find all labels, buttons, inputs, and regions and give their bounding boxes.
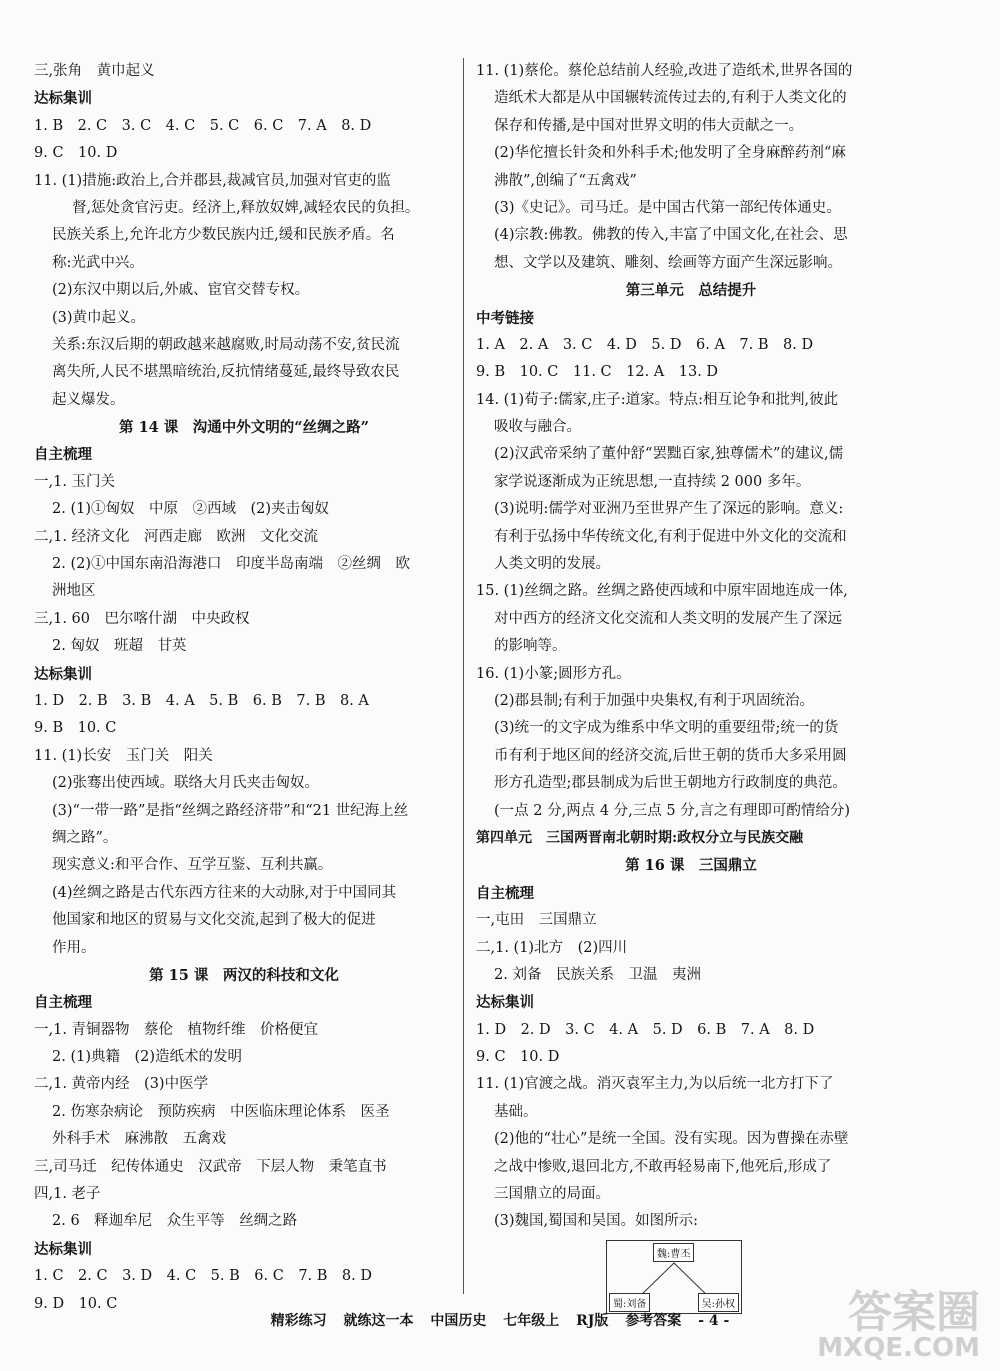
answer-line: 四,1. 老子 bbox=[34, 1186, 101, 1203]
answer-line: 15. (1)丝绸之路。丝绸之路使西域和中原牢固地连成一体, bbox=[476, 583, 848, 600]
footer-grade: 七年级上 bbox=[503, 1313, 560, 1329]
answer-line: (2)郡县制;有利于加强中央集权,有利于巩固统治。 bbox=[494, 692, 815, 709]
section-heading: 第三单元 总结提升 bbox=[625, 282, 757, 300]
answer-line: 1. C 2. C 3. D 4. C 5. B 6. C 7. B 8. D bbox=[34, 1268, 372, 1285]
answer-line: 对中西方的经济文化交流和人类文明的发展产生了深远 bbox=[494, 610, 842, 627]
answer-line: (2)他的“壮心”是统一全国。没有实现。因为曹操在赤壁 bbox=[494, 1131, 849, 1148]
answer-line: 11. (1)蔡伦。蔡伦总结前人经验,改进了造纸术,世界各国的 bbox=[476, 63, 853, 79]
left-column bbox=[34, 58, 454, 1318]
answer-line: (2)张骞出使西域。联络大月氏夹击匈奴。 bbox=[52, 775, 320, 792]
footer-series: 就练这一本 bbox=[343, 1313, 414, 1329]
answer-line: 9. D 10. C bbox=[34, 1295, 118, 1312]
answer-line: (2)东汉中期以后,外戚、宦官交替专权。 bbox=[52, 282, 310, 299]
answer-line: 2. (1)①匈奴 中原 ②西域 (2)夹击匈奴 bbox=[52, 501, 330, 518]
answer-line: 9. B 10. C 11. C 12. A 13. D bbox=[476, 364, 719, 381]
answer-line: 币有利于地区间的经济交流,后世王朝的货币大多采用圆 bbox=[494, 747, 847, 764]
answer-line: 11. (1)官渡之战。消灭袁军主力,为以后统一北方打下了 bbox=[476, 1076, 834, 1093]
answer-line: (2)华佗擅长针灸和外科手术;他发明了全身麻醉药剂“麻 bbox=[494, 145, 846, 162]
box-wei: 魏:曹丕 bbox=[653, 1243, 694, 1262]
answer-line: 离失所,人民不堪黑暗统治,反抗情绪蔓延,最终导致农民 bbox=[52, 364, 400, 381]
answer-line: 现实意义:和平合作、互学互鉴、互利共赢。 bbox=[52, 857, 333, 874]
answer-line: 二,1. 黄帝内经 (3)中医学 bbox=[34, 1076, 209, 1093]
answer-line: 16. (1)小篆;圆形方孔。 bbox=[476, 665, 631, 682]
answer-line: (4)丝绸之路是古代东西方往来的大动脉,对于中国同其 bbox=[52, 884, 397, 901]
answer-line: 人类文明的发展。 bbox=[494, 556, 610, 573]
answer-line: 一,1. 青铜器物 蔡伦 植物纤维 价格便宜 bbox=[34, 1021, 319, 1038]
answer-line: 14. (1)荀子:儒家,庄子:道家。特点:相互论争和批判,彼此 bbox=[476, 391, 839, 408]
subsection-label: 中考链接 bbox=[476, 309, 534, 327]
answer-line: 民族关系上,允许北方少数民族内迁,缓和民族矛盾。名 bbox=[52, 227, 395, 244]
answer-line: 之战中惨败,退回北方,不敢再轻易南下,他死后,形成了 bbox=[494, 1158, 832, 1175]
right-column bbox=[476, 58, 906, 1314]
column-divider bbox=[463, 58, 464, 1294]
subsection-label: 达标集训 bbox=[34, 90, 92, 108]
page-number: - 4 - bbox=[698, 1313, 730, 1329]
answer-line: 造纸术大都是从中国辗转流传过去的,有利于人类文化的 bbox=[494, 90, 847, 107]
watermark-url: MXQE.COM bbox=[817, 1333, 980, 1363]
section-heading: 第四单元 三国两晋南北朝时期:政权分立与民族交融 bbox=[476, 829, 804, 846]
answer-line: 家学说逐渐成为正统思想,一直持续 2 000 多年。 bbox=[494, 473, 811, 490]
answer-line: 称:光武中兴。 bbox=[52, 254, 144, 271]
subsection-label: 达标集训 bbox=[476, 994, 534, 1012]
answer-line: 9. B 10. C bbox=[34, 720, 117, 737]
answer-line: 绸之路”。 bbox=[52, 829, 118, 846]
answer-line: 洲地区 bbox=[52, 583, 96, 600]
answer-line: 9. C 10. D bbox=[476, 1049, 560, 1066]
answer-line: 关系:东汉后期的朝政越来越腐败,时局动荡不安,贫民流 bbox=[52, 336, 400, 353]
answer-line: 2. 刘备 民族关系 卫温 夷洲 bbox=[494, 966, 701, 983]
footer-subject: 中国历史 bbox=[430, 1313, 487, 1329]
footer-section: 参考答案 bbox=[625, 1313, 682, 1329]
subsection-label: 达标集训 bbox=[34, 665, 92, 683]
answer-line: 形方孔造型;郡县制成为后世王朝地方行政制度的典范。 bbox=[494, 775, 847, 792]
answer-line: 一,1. 玉门关 bbox=[34, 473, 116, 490]
answer-line: 外科手术 麻沸散 五禽戏 bbox=[52, 1131, 226, 1148]
answer-line: 他国家和地区的贸易与文化交流,起到了极大的促进 bbox=[52, 912, 376, 929]
answer-line: 二,1. 经济文化 河西走廊 欧洲 文化交流 bbox=[34, 528, 319, 545]
answer-line: (2)汉武帝采纳了董仲舒“罢黜百家,独尊儒术”的建议,儒 bbox=[494, 446, 844, 463]
subsection-label: 自主梳理 bbox=[476, 884, 534, 902]
answer-line: 三国鼎立的局面。 bbox=[494, 1186, 610, 1203]
watermark-logo bbox=[817, 1287, 980, 1363]
answer-line: (3)《史记》。司马迁。是中国古代第一部纪传体通史。 bbox=[494, 199, 841, 216]
answer-line: 11. (1)措施:政治上,合并郡县,裁减官员,加强对官吏的监 bbox=[34, 172, 391, 189]
answer-line: 1. D 2. D 3. C 4. A 5. D 6. B 7. A 8. D bbox=[476, 1021, 815, 1038]
answer-line: (3)魏国,蜀国和吴国。如图所示: bbox=[494, 1213, 699, 1230]
answer-line: 2. (1)典籍 (2)造纸术的发明 bbox=[52, 1049, 243, 1066]
answer-line: 2. 匈奴 班超 甘英 bbox=[52, 638, 187, 655]
answer-line: 9. C 10. D bbox=[34, 145, 118, 162]
answer-line: 保存和传播,是中国对世界文明的伟大贡献之一。 bbox=[494, 117, 804, 134]
answer-line: 三,张角 黄巾起义 bbox=[34, 63, 155, 79]
box-wu: 吴:孙权 bbox=[698, 1293, 739, 1312]
box-shu: 蜀:刘备 bbox=[609, 1293, 650, 1312]
answer-line: (一点 2 分,两点 4 分,三点 5 分,言之有理即可酌情给分) bbox=[494, 802, 850, 819]
answer-line: 三,1. 60 巴尔喀什湖 中央政权 bbox=[34, 610, 250, 627]
answer-line: 沸散”,创编了“五禽戏” bbox=[494, 172, 637, 189]
answer-line: (3)“一带一路”是指“丝绸之路经济带”和“21 世纪海上丝 bbox=[52, 802, 409, 819]
answer-line: 1. A 2. A 3. C 4. D 5. D 6. A 7. B 8. D bbox=[476, 336, 814, 353]
section-heading: 第 16 课 三国鼎立 bbox=[625, 857, 757, 875]
answer-line: 2. 伤寒杂病论 预防疾病 中医临床理论体系 医圣 bbox=[52, 1103, 390, 1120]
answer-line: 吸收与融合。 bbox=[494, 419, 581, 436]
footer-brand: 精彩练习 bbox=[270, 1313, 327, 1329]
answer-line: 一,屯田 三国鼎立 bbox=[476, 912, 597, 929]
answer-line: 起义爆发。 bbox=[52, 391, 125, 408]
answer-line: 想、文学以及建筑、雕刻、绘画等方面产生深远影响。 bbox=[494, 254, 842, 271]
answer-line: 1. D 2. B 3. B 4. A 5. B 6. B 7. B 8. A bbox=[34, 692, 369, 709]
section-heading: 第 14 课 沟通中外文明的“丝绸之路” bbox=[119, 419, 369, 437]
section-heading: 第 15 课 两汉的科技和文化 bbox=[149, 966, 339, 984]
subsection-label: 自主梳理 bbox=[34, 446, 92, 464]
answer-line: 2. 6 释迦牟尼 众生平等 丝绸之路 bbox=[52, 1213, 298, 1230]
answer-line: 1. B 2. C 3. C 4. C 5. C 6. C 7. A 8. D bbox=[34, 117, 372, 134]
answer-line: 的影响等。 bbox=[494, 638, 567, 655]
watermark-big: 答案圈 bbox=[848, 1287, 980, 1338]
answer-line: (3)黄巾起义。 bbox=[52, 309, 146, 326]
answer-line: 11. (1)长安 玉门关 阳关 bbox=[34, 747, 213, 764]
answer-line: 二,1. (1)北方 (2)四川 bbox=[476, 939, 628, 956]
answer-line: 有利于弘扬中华传统文化,有利于促进中外文化的交流和 bbox=[494, 528, 847, 545]
answer-line: 作用。 bbox=[52, 939, 96, 956]
answer-line: (3)统一的文字成为维系中华文明的重要纽带;统一的货 bbox=[494, 720, 839, 737]
subsection-label: 达标集训 bbox=[34, 1240, 92, 1258]
answer-line: (4)宗教:佛教。佛教的传入,丰富了中国文化,在社会、思 bbox=[494, 227, 848, 244]
answer-line: 三,司马迁 纪传体通史 汉武帝 下层人物 秉笔直书 bbox=[34, 1158, 387, 1175]
three-kingdoms-diagram bbox=[606, 1240, 742, 1314]
answer-line: (3)说明:儒学对亚洲乃至世界产生了深远的影响。意义: bbox=[494, 501, 844, 518]
answer-line: 2. (2)①中国东南沿海港口 印度半岛南端 ②丝绸 欧 bbox=[52, 556, 410, 573]
subsection-label: 自主梳理 bbox=[34, 994, 92, 1012]
footer-edition: RJ版 bbox=[576, 1313, 609, 1329]
answer-line: 基础。 bbox=[494, 1103, 538, 1120]
answer-line: 督,惩处贪官污吏。经济上,释放奴婢,减轻农民的负担。 bbox=[72, 199, 420, 216]
